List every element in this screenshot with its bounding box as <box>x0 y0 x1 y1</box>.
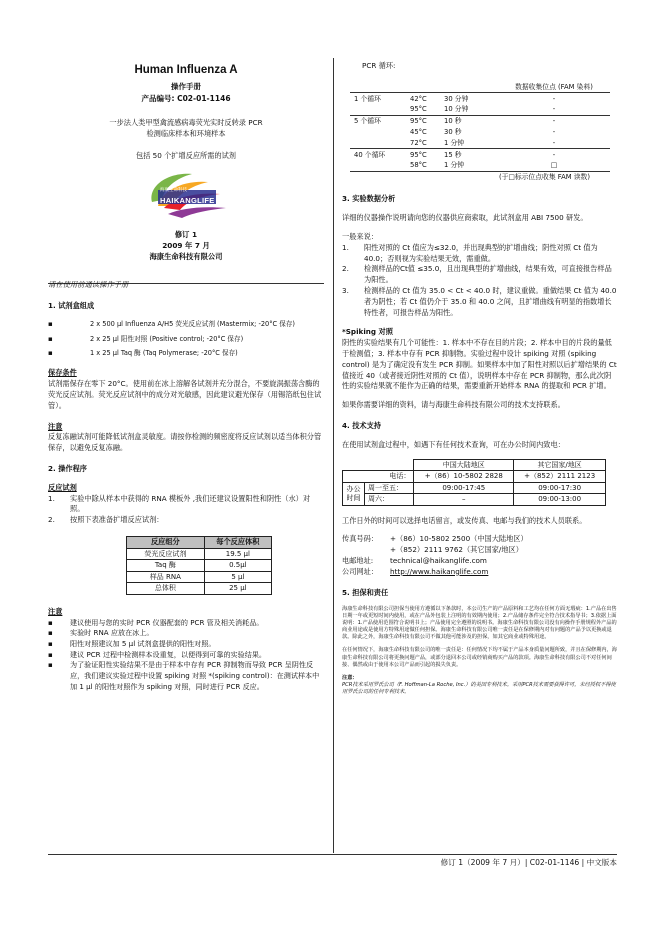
support-hours-table <box>342 459 606 506</box>
pcr-cycle-table <box>350 82 610 183</box>
table-row: 办公 时间 周一至五： 09:00-17:45 09:00-17:30 <box>343 482 606 494</box>
website-label: 公司网址： <box>342 566 378 576</box>
after-hours-text: 工作日外的时间可以选择电话留言，或发传真、电邮与我们的技术人员联系。 <box>342 515 587 525</box>
warranty-paragraph-1: 海康生命科技有限公司担保当使用方遵循以下条款时，本公司生产的产品原料和工艺均在任何方面无瑕疵：1.产品在出售日期一年或更短时间内使用，或在产品外包装上注明的有效期内使用；2.产品储存条件完全符合技术指导书；3.依据上面说明：1.产品使用范围符合说明书上；产品使用完全遵照的说明书。海康生命科技有限公司没有向操作手册规程外产品的商业用途或是使用方特殊用途做任何担保。海康生命科技有限公司唯一责任是在保修期内对有问题的产品予以更换或退款。除此之外，海康生命科技有限公司不做其他可能涉及的担保，如其它商业或特殊用途。 <box>342 606 617 641</box>
contact-block <box>342 534 617 577</box>
company-name: 海康生命科技有限公司 <box>149 252 223 262</box>
table-row: 40 个循环 95°C 15 秒 - <box>350 149 610 160</box>
warranty-note-text: PCR技术采用罗氏公司（F. Hoffman-La Roche, Inc.）的美国专利技术。采用PCR技术需要获得许可，未经授权不得使用罗氏公司的任何专利技术。 <box>342 681 616 695</box>
table-header-row <box>343 459 606 471</box>
storage-heading: 保存条件 <box>48 368 77 378</box>
table-row: 周六： – 09:00-13:00 <box>343 494 606 506</box>
website-link[interactable]: http://www.haikanglife.com <box>390 566 489 576</box>
fax-number-cn: +（86）10-5802 2500（中国大陆地区） <box>390 534 528 544</box>
reagents-subheading: 反应试剂 <box>48 482 77 492</box>
table-row: 72°C 1 分钟 - <box>410 138 556 147</box>
support-intro: 在使用试剂盒过程中，如遇下有任何技术查询，可在办公时间内致电： <box>342 439 565 449</box>
table-row: 5 个循环 95°C 10 秒 - <box>350 115 610 126</box>
list-item: 1. 阳性对照的 Ct 值应为≤32.0，并出现典型的扩增曲线；阴性对照 Ct 值为 40.0；否则视为实验结果无效，需重做。 <box>342 242 598 263</box>
logo-english-text: HAIKANGLIFE <box>160 196 215 206</box>
table-row: 95°C 10 分钟 - <box>410 105 556 114</box>
table-row: 荧光反应试剂 19.5 μl <box>127 548 272 560</box>
table-header-row <box>350 82 610 93</box>
procedure-notes-list <box>48 618 324 692</box>
list-item: 2. 按照下表准备扩增反应试剂： <box>48 515 164 525</box>
analysis-criteria-list <box>342 243 617 319</box>
list-item: ▪ 2 x 500 μl Influenza A/H5 荧光反应试剂 (Mastermix; -20°C 保存) <box>48 320 324 330</box>
manual-subtitle: 操作手册 <box>171 82 201 92</box>
table-header: 数据收集位点 (FAM 染料) <box>515 83 593 92</box>
reaction-table <box>126 536 272 595</box>
fax-number-other: +（852）2111 9762（其它国家/地区） <box>390 545 523 555</box>
general-label: 一般来说： <box>342 232 378 242</box>
list-item: 1. 实验中除从样本中获得的 RNA 模板外 ,我们还建议设置阳性和阴性（水）对照。 <box>48 493 311 514</box>
title-block <box>48 62 324 263</box>
table-row: 样品 RNA 5 μl <box>127 571 272 583</box>
table-header: 反应组分 <box>127 536 205 548</box>
list-item: ▪ 建议使用与您的实时 PCR 仪器配套的 PCR 管及相关消耗品。 <box>48 618 324 629</box>
description-line-2: 检测临床样本和环境样本 <box>146 128 226 138</box>
spiking-heading: *Spiking 对照 <box>342 327 393 337</box>
revision-date: 2009 年 7 月 <box>162 241 210 251</box>
pcr-label: PCR 循环: <box>362 61 396 70</box>
table-header: 其它国家/地区 <box>514 459 606 471</box>
section-3-heading: 3. 实验数据分析 <box>342 194 396 204</box>
list-item: ▪ 2 x 25 μl 阳性对照 (Positive control; -20°C 保存) <box>48 335 324 345</box>
table-row: 总体积 25 μl <box>127 583 272 595</box>
section-4-heading: 4. 技术支持 <box>342 421 381 431</box>
procedure-steps <box>48 494 324 526</box>
list-item: ▪ 建议 PCR 过程中检测样本设重复，以便得到可靠的实验结果。 <box>48 650 324 661</box>
list-item: ▪ 实验时 RNA 应放在冰上。 <box>48 628 324 639</box>
list-item: ▪ 阳性对照建议加 5 μl 试剂盒提供的阳性对照。 <box>48 639 324 650</box>
table-row: 1 个循环 42°C 30 分钟 - <box>350 93 610 104</box>
list-item: 2. 检测样品的Ct值 ≤35.0，且出现典型的扩增曲线，结果有效，可直接报告样品为阳性。 <box>342 264 612 285</box>
list-item: ▪ 1 x 25 μl Taq 酶 (Taq Polymerase; -20°C 保存) <box>48 349 324 359</box>
company-logo <box>138 168 234 224</box>
fax-label: 传真号码： <box>342 534 378 544</box>
storage-text: 试剂需保存在零下 20°C。使用前在冰上溶解各试剂并充分混合，不要旋涡振荡含酶的荧光反应试剂。荧光反应试剂中的成分对光敏感，因此建议避光保存（用锡箔纸包住试管）。 <box>48 379 322 410</box>
list-item: ▪ 为了验证阳性实验结果不是由于样本中存有 PCR 抑制物而导致 PCR 呈阴性反应，我们建议实验过程中设置 spiking 对照 *(spiking control)：在测试样本中加 1 μl 的阳性对照作为 spiking 对照，同时进行 PCR 反应。 <box>48 660 324 692</box>
contact-text: 如果你需要详细的资料，请与海康生命科技有限公司的技术支持联系。 <box>342 400 565 410</box>
product-number: 产品编号: C02-01-1146 <box>141 93 231 103</box>
pcr-footnote: (于□标示位点收集 FAM 读数) <box>350 171 610 182</box>
email-address[interactable]: technical@haikanglife.com <box>390 556 487 566</box>
table-header-row <box>127 536 272 548</box>
column-divider <box>333 58 334 853</box>
note-heading: 注意 <box>48 421 63 431</box>
right-column <box>342 58 617 696</box>
analysis-intro: 详细的仪器操作说明请向您的仪器供应商索取，此试剂盒用 ABI 7500 研发。 <box>342 213 588 223</box>
reactions-note: 包括 50 个扩增反应所需的试剂 <box>136 151 236 161</box>
section-1-heading: 1. 试剂盒组成 <box>48 300 95 310</box>
page-footer: 修订 1（2009 年 7 月）| C02-01-1146 | 中文版本 <box>440 858 617 867</box>
email-label: 电邮地址: <box>342 556 374 566</box>
table-row: 电话： +（86）10-5802 2828 +（852）2111 2123 <box>343 471 606 483</box>
table-row: 58°C 1 分钟 □ <box>410 161 558 170</box>
description-line-1: 一步法人类甲型禽流感病毒荧光实时反转录 PCR <box>109 117 263 127</box>
spiking-text: 阴性的实验结果有几个可能性：1. 样本中不存在目的片段；2. 样本中目的片段的量低于检测值；3. 样本中存有 PCR 抑制物。实验过程中设计 spiking 对照 (spiking control) 是为了确定没有发生 PCR 抑制。如果样本中加了阳性对照以后扩增结果的 Ct 值接近 40（或者接近阴性对照的 Ct 值），说明样本中存在 PCR 抑制物，那么此次阴性的实验结果就不能作为正确的结果，需要重新开始样本 RNA 的提取和 PCR 扩增。 <box>342 338 617 391</box>
logo-chinese-text: 海康生命科技 <box>160 188 187 194</box>
warranty-note-heading: 注意： <box>342 674 358 681</box>
table-header: 中国大陆地区 <box>414 459 514 471</box>
list-item: 3. 检测样品的 Ct 值为 35.0 < Ct < 40.0 时，建议重做。重做结果 Ct 值为 40.0 者为阴性；若 Ct 值仍介于 35.0 和 40.0 之间，且扩增曲线有明显的指数增长特性者，可报告样品为阳性。 <box>342 286 617 317</box>
table-row: 45°C 30 秒 - <box>410 128 556 137</box>
notes-heading: 注意 <box>48 606 63 616</box>
note-text: 反复冻融试剂可能降低试剂盒灵敏度。请按你检测的频密度将反应试剂以适当体积分管保存，以避免反复冻融。 <box>48 432 322 453</box>
table-header: 每个反应体积 <box>204 536 271 548</box>
kit-components-list <box>48 320 324 360</box>
revision: 修订 1 <box>174 230 198 240</box>
section-2-heading: 2. 操作程序 <box>48 463 87 473</box>
section-5-heading: 5. 担保和责任 <box>342 587 389 597</box>
warranty-paragraph-2: 在任何情况下，海康生命科技有限公司的唯一责任是：任何情况下均不属于产品本身质量问题所致，并且在保修期内，海康生命科技有限公司将更换问题产品，或部分退回本公司或经销商购买产品的款项。海康生命科技有限公司不对任何间接、偶然或由于使用本公司产品而引起的损失负责。 <box>342 647 617 668</box>
document-title: Human Influenza A <box>134 64 238 76</box>
table-row: Taq 酶 0.5μl <box>127 560 272 572</box>
left-column <box>48 58 324 692</box>
read-notice: 请在使用前通读操作手册 <box>48 279 129 289</box>
footer-divider <box>48 854 617 855</box>
